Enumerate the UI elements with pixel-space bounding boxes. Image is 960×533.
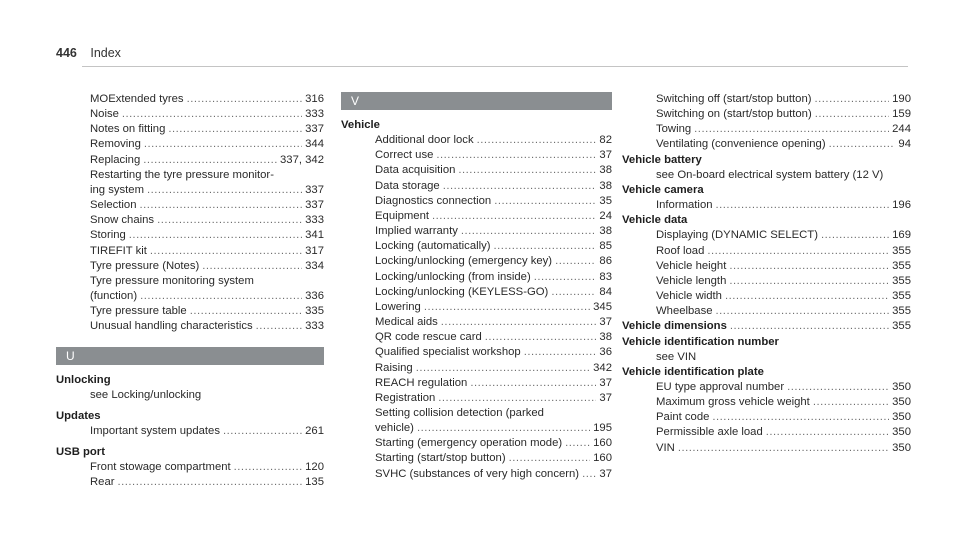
- index-subentry[interactable]: [341, 148, 612, 163]
- leader-dots: [129, 228, 302, 243]
- page-reference: 169: [892, 229, 911, 242]
- index-subentry[interactable]: [341, 224, 612, 239]
- entry-label: EU type approval number: [656, 380, 785, 393]
- leader-dots: [147, 183, 302, 198]
- index-subentry[interactable]: [341, 285, 612, 300]
- index-subentry[interactable]: [622, 122, 911, 137]
- entry-label: Wheelbase: [656, 305, 713, 318]
- entry-label: Raising: [375, 361, 413, 374]
- leader-dots: [716, 304, 890, 319]
- leader-dots: [443, 179, 597, 194]
- entry-label: ing system: [90, 183, 144, 196]
- leader-dots: [139, 198, 302, 213]
- page-reference: 350: [892, 426, 911, 439]
- entry-label: Storing: [90, 229, 126, 242]
- entry-label: Towing: [656, 123, 692, 136]
- index-subentry[interactable]: [341, 361, 612, 376]
- leader-dots: [534, 270, 597, 285]
- page-reference: 195: [593, 422, 612, 435]
- entry-label: Equipment: [375, 209, 430, 222]
- index-subentry-text: Restarting the tyre pressure monitor-: [90, 168, 274, 181]
- leader-dots: [256, 319, 303, 334]
- entry-label: Snow chains: [90, 214, 155, 227]
- entry-label: Displaying (DYNAMIC SELECT): [656, 229, 818, 242]
- header-divider: [82, 66, 908, 67]
- entry-label: Vehicle height: [656, 259, 727, 272]
- page-reference: 333: [305, 320, 324, 333]
- index-subentry[interactable]: [341, 209, 612, 224]
- leader-dots: [417, 421, 590, 436]
- page-reference: 38: [599, 164, 612, 177]
- index-subentry[interactable]: [341, 133, 612, 148]
- page-reference: 333: [305, 108, 324, 121]
- entry-label: vehicle): [375, 422, 414, 435]
- page-reference: 337: [305, 183, 324, 196]
- index-subentry[interactable]: [622, 198, 911, 213]
- page-reference: 317: [305, 244, 324, 257]
- page-number: 446: [56, 46, 77, 60]
- index-subentry[interactable]: [622, 137, 911, 152]
- index-subentry[interactable]: [622, 395, 911, 410]
- leader-dots: [458, 163, 596, 178]
- leader-dots: [787, 380, 889, 395]
- page-reference: 333: [305, 214, 324, 227]
- index-term: Unlocking: [56, 373, 111, 386]
- page-reference: 350: [892, 380, 911, 393]
- page-reference: 135: [305, 476, 324, 489]
- index-subentry[interactable]: [341, 467, 612, 482]
- index-subentry-text: Tyre pressure monitoring system: [90, 274, 254, 287]
- leader-dots: [565, 436, 590, 451]
- page-reference: 36: [599, 346, 612, 359]
- index-subentry[interactable]: [622, 244, 911, 259]
- leader-dots: [555, 254, 596, 269]
- index-subentry[interactable]: [341, 436, 612, 451]
- entry-label: SVHC (substances of very high concern): [375, 467, 580, 480]
- leader-dots: [494, 239, 597, 254]
- index-term: Vehicle battery: [622, 153, 702, 166]
- index-subentry[interactable]: [56, 475, 324, 490]
- entry-label: Removing: [90, 138, 141, 151]
- index-subentry[interactable]: [341, 254, 612, 269]
- page-reference: 94: [898, 138, 911, 151]
- index-term-entry[interactable]: [622, 319, 911, 334]
- page-reference: 355: [892, 305, 911, 318]
- leader-dots: [470, 376, 596, 391]
- page-reference: 38: [599, 179, 612, 192]
- leader-dots: [150, 244, 302, 259]
- leader-dots: [494, 194, 596, 209]
- leader-dots: [729, 259, 889, 274]
- entry-label: Replacing: [90, 153, 141, 166]
- section-header: U: [56, 347, 324, 365]
- page-reference: 160: [593, 452, 612, 465]
- entry-label: Starting (emergency operation mode): [375, 437, 563, 450]
- index-subentry-text: Setting collision detection (parked: [375, 406, 544, 419]
- entry-label: (function): [90, 290, 138, 303]
- entry-label: Vehicle dimensions: [622, 320, 727, 333]
- index-subentry-text: see Locking/unlocking: [90, 388, 202, 401]
- entry-label: Ventilating (convenience opening): [656, 138, 826, 151]
- index-term: Vehicle data: [622, 214, 688, 227]
- entry-label: QR code rescue card: [375, 331, 482, 344]
- leader-dots: [168, 122, 302, 137]
- page-reference: 244: [892, 123, 911, 136]
- index-subentry-text: see VIN: [656, 350, 697, 363]
- index-subentry[interactable]: [622, 228, 911, 243]
- entry-label: Additional door lock: [375, 134, 474, 147]
- index-column-1: [56, 92, 324, 491]
- entry-label: Tyre pressure (Notes): [90, 259, 200, 272]
- entry-label: Front stowage compartment: [90, 461, 231, 474]
- page-reference: 261: [305, 424, 324, 437]
- page-reference: 316: [305, 93, 324, 105]
- entry-label: TIREFIT kit: [90, 244, 147, 257]
- leader-dots: [202, 259, 302, 274]
- page-reference: 342: [593, 361, 612, 374]
- leader-dots: [829, 137, 896, 152]
- page-reference: 350: [892, 411, 911, 424]
- leader-dots: [122, 107, 302, 122]
- entry-label: Correct use: [375, 149, 434, 162]
- index-subentry[interactable]: [341, 179, 612, 194]
- index-subentry[interactable]: [622, 410, 911, 425]
- index-term: Vehicle identification number: [622, 335, 779, 348]
- leader-dots: [143, 153, 277, 168]
- index-subentry[interactable]: [56, 213, 324, 228]
- page-header: [56, 46, 121, 60]
- entry-label: Roof load: [656, 244, 705, 257]
- page-reference: 350: [892, 396, 911, 409]
- entry-label: Implied warranty: [375, 225, 458, 238]
- index-subentry[interactable]: [56, 92, 324, 107]
- index-subentry[interactable]: [341, 376, 612, 391]
- index-subentry[interactable]: [56, 424, 324, 439]
- entry-label: Qualified specialist workshop: [375, 346, 521, 359]
- page-reference: 84: [599, 285, 612, 298]
- index-subentry[interactable]: [622, 259, 911, 274]
- index-subentry[interactable]: [56, 460, 324, 475]
- index-subentry[interactable]: [56, 198, 324, 213]
- index-subentry[interactable]: [622, 380, 911, 395]
- entry-label: Registration: [375, 391, 436, 404]
- index-subentry[interactable]: [622, 107, 911, 122]
- entry-label: Lowering: [375, 300, 421, 313]
- index-subentry[interactable]: [622, 425, 911, 440]
- leader-dots: [190, 304, 302, 319]
- page-reference: 38: [599, 225, 612, 238]
- index-subentry[interactable]: [56, 244, 324, 259]
- index-subentry[interactable]: [56, 319, 324, 334]
- entry-label: Permissible axle load: [656, 426, 763, 439]
- page-reference: 37: [599, 467, 612, 480]
- index-subentry[interactable]: [341, 315, 612, 330]
- index-term: Updates: [56, 409, 101, 422]
- index-term: Vehicle: [341, 119, 380, 131]
- leader-dots: [821, 228, 889, 243]
- index-term: Vehicle camera: [622, 183, 704, 196]
- entry-label: Diagnostics connection: [375, 194, 492, 207]
- index-subentry[interactable]: [56, 183, 324, 198]
- page-reference: 350: [892, 441, 911, 454]
- page-reference: 344: [305, 138, 324, 151]
- leader-dots: [144, 137, 302, 152]
- index-subentry[interactable]: [56, 122, 324, 137]
- index-subentry[interactable]: [56, 107, 324, 122]
- entry-label: Vehicle width: [656, 290, 722, 303]
- leader-dots: [730, 319, 889, 334]
- index-subentry[interactable]: [622, 289, 911, 304]
- page-reference: 337: [305, 199, 324, 212]
- leader-dots: [438, 391, 596, 406]
- leader-dots: [441, 315, 597, 330]
- entry-label: Unusual handling characteristics: [90, 320, 253, 333]
- page-reference: 24: [599, 209, 612, 222]
- page-reference: 355: [892, 244, 911, 257]
- leader-dots: [509, 451, 591, 466]
- page-reference: 85: [599, 240, 612, 253]
- leader-dots: [485, 330, 597, 345]
- index-subentry[interactable]: [341, 300, 612, 315]
- page-reference: 37: [599, 316, 612, 329]
- page-reference: 190: [892, 93, 911, 105]
- entry-label: Information: [656, 199, 713, 212]
- page-reference: 35: [599, 194, 612, 207]
- leader-dots: [118, 475, 303, 490]
- leader-dots: [815, 92, 890, 107]
- entry-label: Data storage: [375, 179, 440, 192]
- leader-dots: [140, 289, 302, 304]
- entry-label: Important system updates: [90, 424, 220, 437]
- leader-dots: [461, 224, 597, 239]
- index-subentry[interactable]: [341, 194, 612, 209]
- entry-label: Locking/unlocking (emergency key): [375, 255, 553, 268]
- index-subentry[interactable]: [622, 441, 911, 456]
- index-subentry[interactable]: [341, 451, 612, 466]
- leader-dots: [551, 285, 596, 300]
- leader-dots: [725, 289, 889, 304]
- entry-label: Data acquisition: [375, 164, 456, 177]
- leader-dots: [694, 122, 889, 137]
- index-column-2: [341, 92, 612, 482]
- entry-label: Medical aids: [375, 316, 438, 329]
- page-reference: 196: [892, 199, 911, 212]
- page-reference: 37: [599, 376, 612, 389]
- page-reference: 334: [305, 259, 324, 272]
- index-subentry[interactable]: [622, 92, 911, 107]
- leader-dots: [187, 92, 303, 107]
- page-reference: 160: [593, 437, 612, 450]
- entry-label: Maximum gross vehicle weight: [656, 396, 810, 409]
- leader-dots: [716, 198, 890, 213]
- page-reference: 335: [305, 305, 324, 318]
- entry-label: Rear: [90, 476, 115, 489]
- leader-dots: [223, 424, 302, 439]
- index-subentry-text: see On-board electrical system battery (12 V): [656, 168, 884, 181]
- page-reference: 355: [892, 320, 911, 333]
- section-header: V: [341, 92, 612, 110]
- page-reference: 38: [599, 331, 612, 344]
- leader-dots: [813, 395, 889, 410]
- index-subentry[interactable]: [56, 259, 324, 274]
- index-subentry[interactable]: [56, 289, 324, 304]
- page-reference: 159: [892, 108, 911, 121]
- index-subentry[interactable]: [341, 239, 612, 254]
- entry-label: Switching on (start/stop button): [656, 108, 812, 121]
- entry-label: MOExtended tyres: [90, 93, 184, 105]
- index-subentry[interactable]: [341, 391, 612, 406]
- leader-dots: [712, 410, 889, 425]
- leader-dots: [678, 441, 889, 456]
- index-subentry[interactable]: [622, 304, 911, 319]
- page-title: Index: [90, 46, 121, 60]
- page-reference: 86: [599, 255, 612, 268]
- leader-dots: [729, 274, 889, 289]
- page-reference: 37: [599, 391, 612, 404]
- entry-label: REACH regulation: [375, 376, 468, 389]
- entry-label: Selection: [90, 199, 137, 212]
- entry-label: Starting (start/stop button): [375, 452, 506, 465]
- leader-dots: [707, 244, 889, 259]
- index-subentry[interactable]: [341, 163, 612, 178]
- leader-dots: [477, 133, 597, 148]
- index-subentry[interactable]: [622, 274, 911, 289]
- index-subentry[interactable]: [341, 330, 612, 345]
- entry-label: Paint code: [656, 411, 710, 424]
- entry-label: Locking/unlocking (KEYLESS-GO): [375, 285, 549, 298]
- index-subentry[interactable]: [56, 153, 324, 168]
- leader-dots: [766, 425, 889, 440]
- page-reference: 82: [599, 134, 612, 147]
- leader-dots: [582, 467, 596, 482]
- page-reference: 341: [305, 229, 324, 242]
- page-reference: 345: [593, 300, 612, 313]
- leader-dots: [815, 107, 889, 122]
- entry-label: Noise: [90, 108, 119, 121]
- page-reference: 337, 342: [280, 153, 324, 166]
- leader-dots: [432, 209, 596, 224]
- index-subentry[interactable]: [341, 270, 612, 285]
- page-reference: 83: [599, 270, 612, 283]
- page-reference: 37: [599, 149, 612, 162]
- entry-label: Tyre pressure table: [90, 305, 187, 318]
- leader-dots: [157, 213, 302, 228]
- index-column-3: [622, 92, 911, 456]
- entry-label: VIN: [656, 441, 675, 454]
- index-term: Vehicle identification plate: [622, 365, 764, 378]
- page-reference: 336: [305, 290, 324, 303]
- page-reference: 355: [892, 290, 911, 303]
- page-reference: 355: [892, 259, 911, 272]
- index-subentry[interactable]: [56, 137, 324, 152]
- index-subentry[interactable]: [341, 421, 612, 436]
- index-term: USB port: [56, 446, 105, 459]
- index-subentry[interactable]: [56, 304, 324, 319]
- index-subentry[interactable]: [341, 345, 612, 360]
- index-subentry[interactable]: [56, 228, 324, 243]
- entry-label: Locking/unlocking (from inside): [375, 270, 531, 283]
- entry-label: Vehicle length: [656, 274, 727, 287]
- leader-dots: [436, 148, 596, 163]
- leader-dots: [424, 300, 590, 315]
- leader-dots: [416, 361, 590, 376]
- leader-dots: [524, 345, 597, 360]
- page-reference: 355: [892, 274, 911, 287]
- entry-label: Notes on fitting: [90, 123, 166, 136]
- leader-dots: [234, 460, 302, 475]
- page-reference: 337: [305, 123, 324, 136]
- page-reference: 120: [305, 461, 324, 474]
- entry-label: Locking (automatically): [375, 240, 491, 253]
- entry-label: Switching off (start/stop button): [656, 93, 812, 105]
